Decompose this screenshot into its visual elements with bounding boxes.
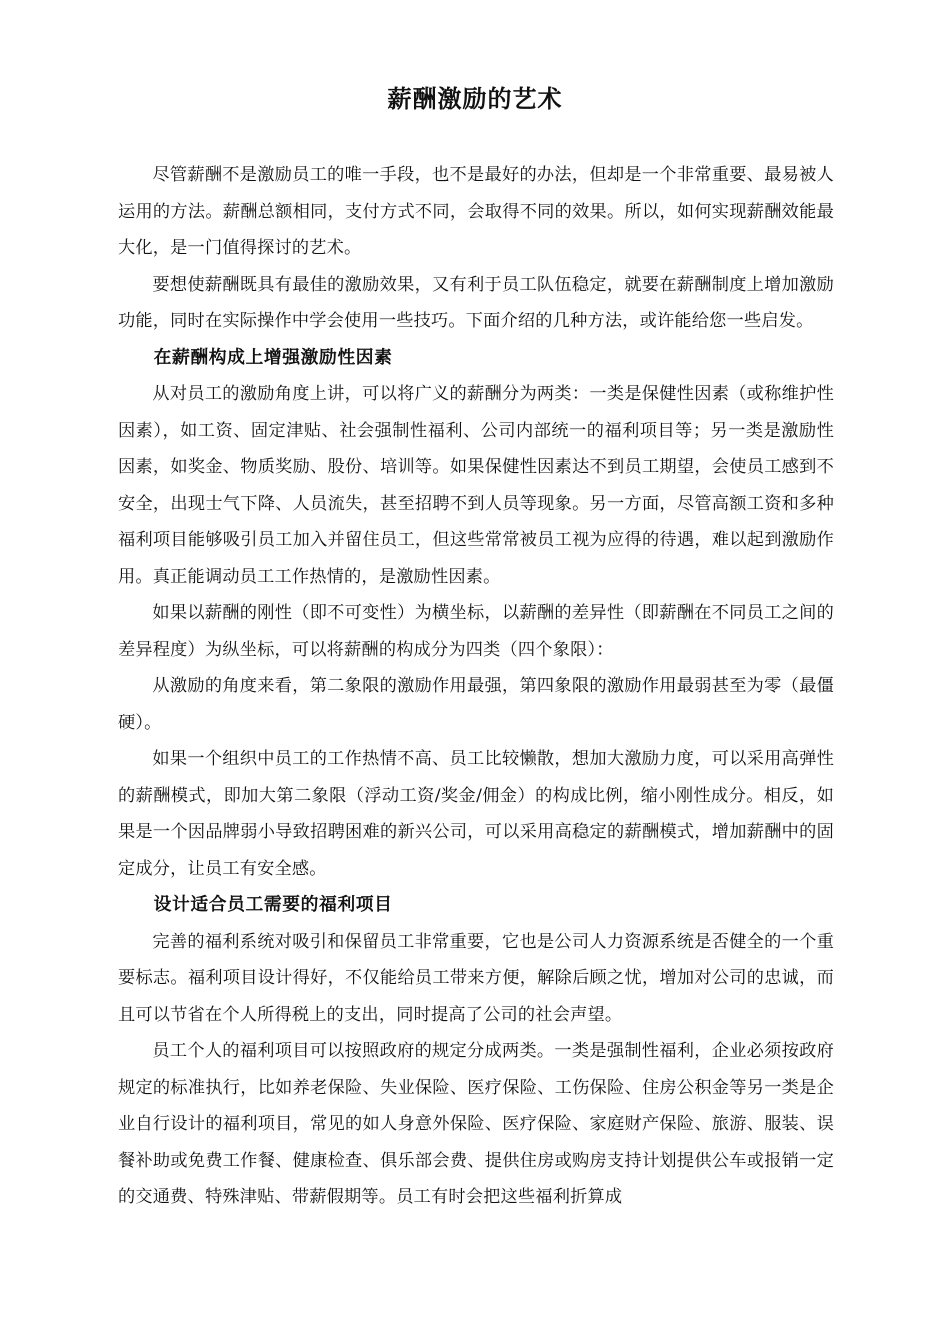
document-body [118, 157, 834, 1216]
section1-paragraph-1: 从对员工的激励角度上讲，可以将广义的薪酬分为两类：一类是保健性因素（或称维护性因素），如工资、固定津贴、社会强制性福利、公司内部统一的福利项目等；另一类是激励性因素，如奖金、物质奖励、股份、培训等。如果保健性因素达不到员工期望，会使员工感到不安全，出现士气下降、人员流失，甚至招聘不到人员等现象。另一方面，尽管高额工资和多种福利项目能够吸引员工加入并留住员工，但这些常常被员工视为应得的待遇，难以起到激励作用。真正能调动员工工作热情的，是激励性因素。 [118, 384, 834, 587]
section1-paragraph-4: 如果一个组织中员工的工作热情不高、员工比较懒散，想加大激励力度，可以采用高弹性的薪酬模式，即加大第二象限（浮动工资/奖金/佣金）的构成比例，缩小刚性成分。相反，如果是一个因品牌弱小导致招聘困难的新兴公司，可以采用高稳定的薪酬模式，增加薪酬中的固定成分，让员工有安全感。 [118, 749, 834, 879]
section-heading-compensation-structure: 在薪酬构成上增强激励性因素 [153, 346, 393, 368]
section1-paragraph-3: 从激励的角度来看，第二象限的激励作用最强，第四象限的激励作用最弱甚至为零（最僵硬）。 [118, 676, 834, 733]
document-title: 薪酬激励的艺术 [387, 85, 563, 113]
intro-paragraph-1: 尽管薪酬不是激励员工的唯一手段，也不是最好的办法，但却是一个非常重要、最易被人运用的方法。薪酬总额相同，支付方式不同，会取得不同的效果。所以，如何实现薪酬效能最大化，是一门值得探讨的艺术。 [118, 165, 834, 258]
section2-paragraph-1: 完善的福利系统对吸引和保留员工非常重要，它也是公司人力资源系统是否健全的一个重要标志。福利项目设计得好，不仅能给员工带来方便，解除后顾之忧，增加对公司的忠诚，而且可以节省在个人所得税上的支出，同时提高了公司的社会声望。 [118, 931, 834, 1025]
section2-paragraph-2: 员工个人的福利项目可以按照政府的规定分成两类。一类是强制性福利，企业必须按政府规定的标准执行，比如养老保险、失业保险、医疗保险、工伤保险、住房公积金等另一类是企业自行设计的福利项目，常见的如人身意外保险、医疗保险、家庭财产保险、旅游、服装、误餐补助或免费工作餐、健康检查、俱乐部会费、提供住房或购房支持计划提供公车或报销一定的交通费、特殊津贴、带薪假期等。员工有时会把这些福利折算成 [118, 1041, 834, 1207]
section-heading-welfare-programs: 设计适合员工需要的福利项目 [153, 894, 393, 915]
intro-paragraph-2: 要想使薪酬既具有最佳的激励效果，又有利于员工队伍稳定，就要在薪酬制度上增加激励功能，同时在实际操作中学会使用一些技巧。下面介绍的几种方法，或许能给您一些启发。 [118, 274, 834, 331]
section1-paragraph-2: 如果以薪酬的刚性（即不可变性）为横坐标，以薪酬的差异性（即薪酬在不同员工之间的差异程度）为纵坐标，可以将薪酬的构成分为四类（四个象限）： [118, 603, 834, 660]
